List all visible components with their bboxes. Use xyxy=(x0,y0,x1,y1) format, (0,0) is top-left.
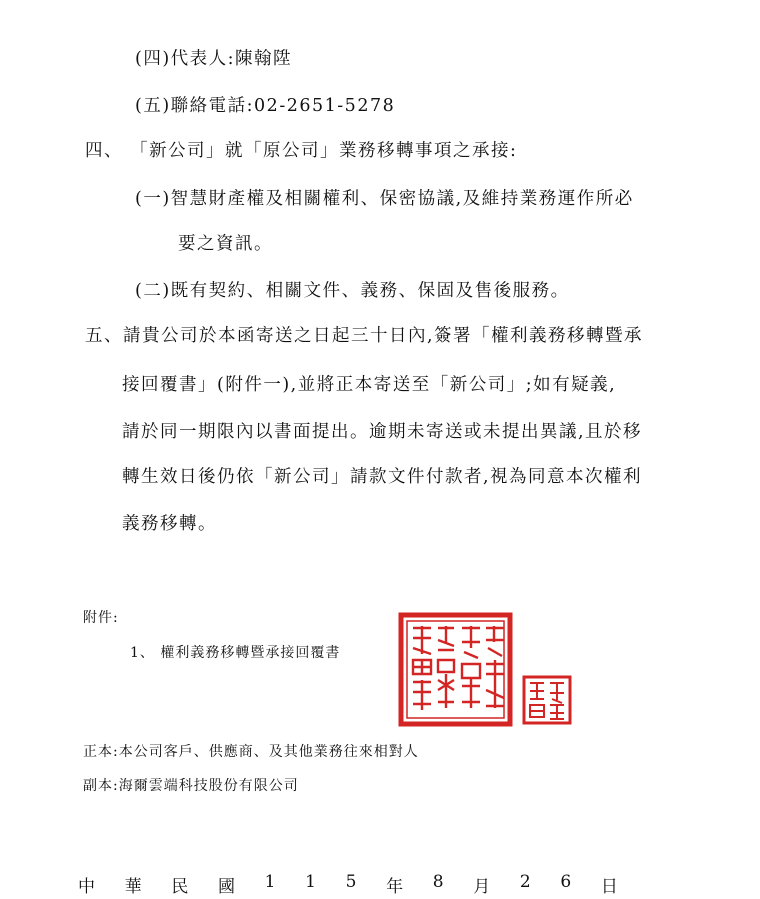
date-char: 國 xyxy=(217,877,235,897)
section5-line2: 接回覆書」(附件一),並將正本寄送至「新公司」;如有疑義, xyxy=(122,375,617,395)
section5-line5: 義務移轉。 xyxy=(122,514,217,534)
representative-seal-icon xyxy=(522,675,572,725)
date-char: 民 xyxy=(171,877,189,897)
section4-item1-line1: (一)智慧財產權及相關權利、保密協議,及維持業務運作所必 xyxy=(135,189,634,209)
date-char: 5 xyxy=(345,872,357,892)
attachment-item-1: 1、 權利義務移轉暨承接回覆書 xyxy=(130,645,341,661)
date-char: 8 xyxy=(432,872,444,892)
company-seal-icon xyxy=(398,612,513,727)
date-char: 年 xyxy=(386,877,404,897)
section5-line1: 五、請貴公司於本函寄送之日起三十日內,簽署「權利義務移轉暨承 xyxy=(85,326,644,346)
phone-line: (五)聯絡電話:02-2651-5278 xyxy=(135,96,396,116)
date-char: 中 xyxy=(78,877,95,897)
distribution-original: 正本:本公司客戶、供應商、及其他業務往來相對人 xyxy=(83,744,419,760)
date-char: 月 xyxy=(473,877,491,897)
date-char: 1 xyxy=(305,872,316,892)
section4-heading: 四、 「新公司」就「原公司」業務移轉事項之承接: xyxy=(85,141,518,161)
document-date xyxy=(78,872,618,897)
date-char: 華 xyxy=(124,877,142,897)
date-char: 1 xyxy=(264,872,276,892)
representative-line: (四)代表人:陳翰陞 xyxy=(135,49,293,69)
date-char: 2 xyxy=(519,872,531,892)
section4-item2: (二)既有契約、相關文件、義務、保固及售後服務。 xyxy=(135,281,570,301)
distribution-copy: 副本:海爾雲端科技股份有限公司 xyxy=(83,778,299,794)
attachments-label: 附件: xyxy=(83,610,119,626)
section5-line4: 轉生效日後仍依「新公司」請款文件付款者,視為同意本次權利 xyxy=(122,467,643,487)
date-char: 6 xyxy=(560,872,572,892)
section4-item1-line2: 要之資訊。 xyxy=(178,234,273,254)
section5-line3: 請於同一期限內以書面提出。逾期未寄送或未提出異議,且於移 xyxy=(122,422,643,442)
date-char: 日 xyxy=(600,877,618,897)
